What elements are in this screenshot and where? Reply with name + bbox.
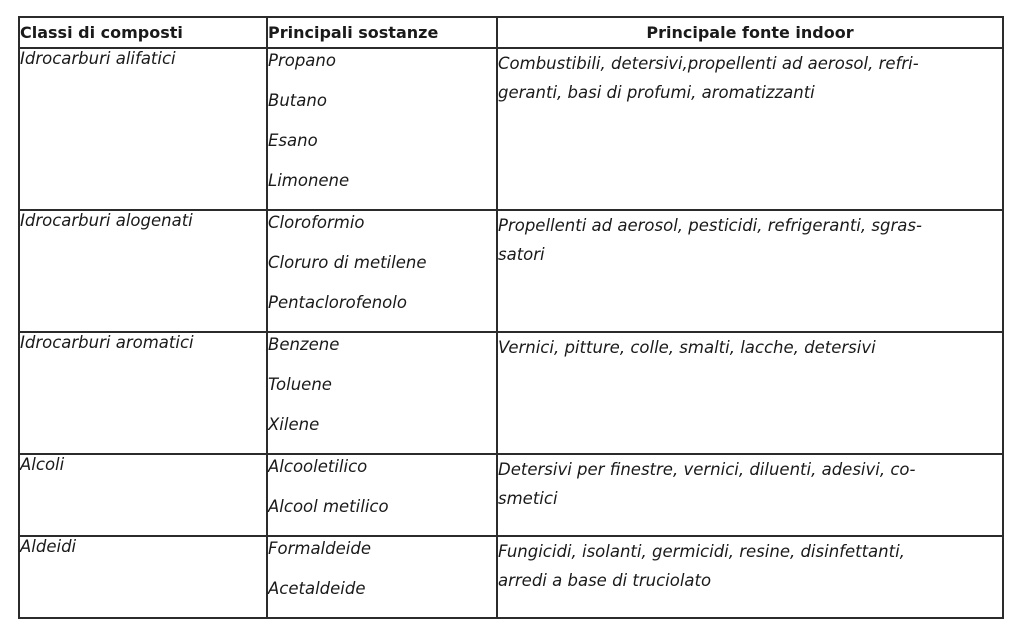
class-cell: Aldeidi	[19, 536, 267, 618]
substances-cell	[267, 210, 497, 332]
table-row	[19, 332, 1003, 454]
substance-item: Alcooletilico	[268, 457, 368, 476]
source-line: satori	[498, 245, 545, 264]
source-line: Detersivi per finestre, vernici, diluenti, adesivi, co-	[498, 460, 916, 479]
substance-item: Toluene	[268, 375, 332, 394]
header-row	[19, 17, 1003, 48]
source-cell	[497, 210, 1003, 332]
source-line: Vernici, pitture, colle, smalti, lacche, detersivi	[498, 338, 876, 357]
source-line: Propellenti ad aerosol, pesticidi, refrigeranti, sgras-	[498, 216, 922, 235]
source-cell	[497, 454, 1003, 536]
substance-item: Pentaclorofenolo	[268, 293, 407, 312]
substances-cell	[267, 48, 497, 210]
substance-item: Butano	[268, 91, 327, 110]
substance-item: Limonene	[268, 171, 350, 190]
source-line: Combustibili, detersivi,propellenti ad aerosol, refri-	[498, 54, 919, 73]
source-cell	[497, 536, 1003, 618]
substance-item: Cloroformio	[268, 213, 365, 232]
compounds-table	[18, 16, 1004, 619]
substances-cell	[267, 332, 497, 454]
substance-item: Esano	[268, 131, 318, 150]
substance-item: Benzene	[268, 335, 340, 354]
header-class: Classi di composti	[19, 17, 267, 48]
class-cell: Idrocarburi alogenati	[19, 210, 267, 332]
source-cell	[497, 332, 1003, 454]
substances-cell	[267, 536, 497, 618]
source-cell	[497, 48, 1003, 210]
source-line: Fungicidi, isolanti, germicidi, resine, disinfettanti,	[498, 542, 905, 561]
header-source: Principale fonte indoor	[497, 17, 1003, 48]
header-substances: Principali sostanze	[267, 17, 497, 48]
substance-item: Alcool metilico	[268, 497, 389, 516]
table-row	[19, 536, 1003, 618]
substance-item: Propano	[268, 51, 336, 70]
source-line: arredi a base di truciolato	[498, 571, 712, 590]
class-cell: Idrocarburi aromatici	[19, 332, 267, 454]
class-cell: Idrocarburi alifatici	[19, 48, 267, 210]
table-row	[19, 454, 1003, 536]
source-line: smetici	[498, 489, 558, 508]
table-row	[19, 48, 1003, 210]
substance-item: Acetaldeide	[268, 579, 366, 598]
class-cell: Alcoli	[19, 454, 267, 536]
substance-item: Formaldeide	[268, 539, 371, 558]
substance-item: Xilene	[268, 415, 320, 434]
substances-cell	[267, 454, 497, 536]
source-line: geranti, basi di profumi, aromatizzanti	[498, 83, 815, 102]
substance-item: Cloruro di metilene	[268, 253, 427, 272]
table-row	[19, 210, 1003, 332]
